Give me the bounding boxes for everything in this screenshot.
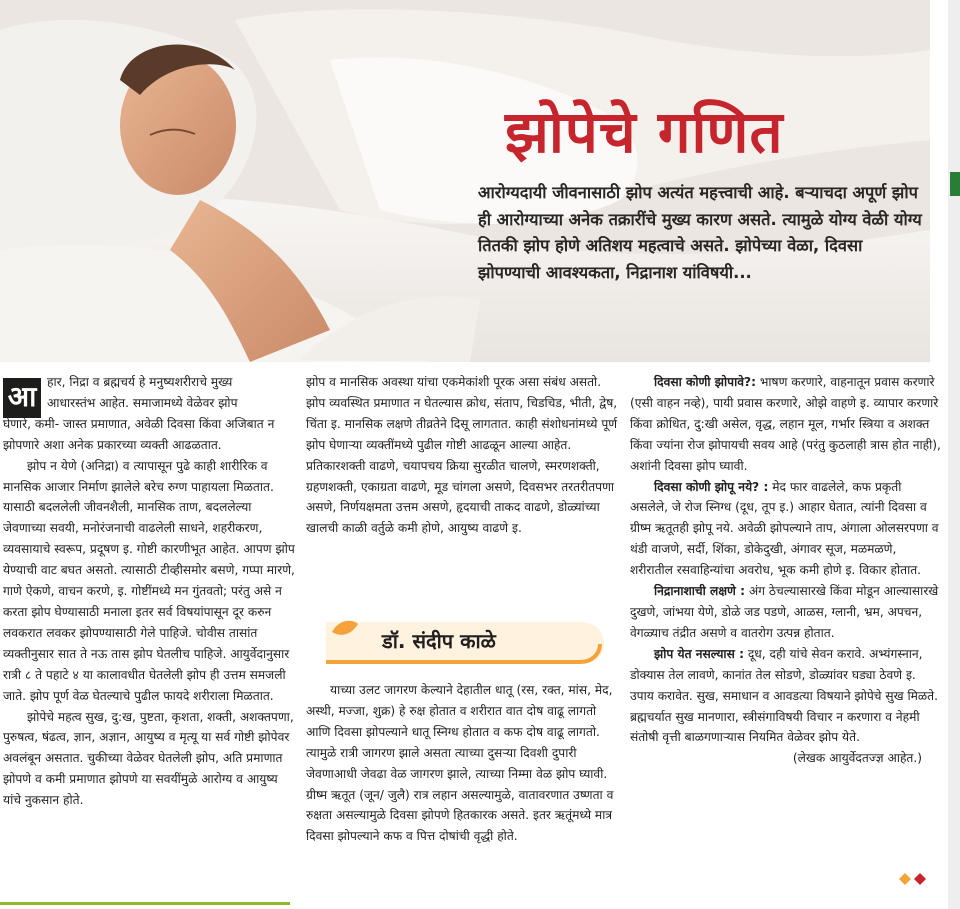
heading-no-sleep: झोप येत नसल्यास : xyxy=(654,646,744,661)
column-2-lower xyxy=(306,680,618,847)
right-edge-marker xyxy=(950,172,960,196)
column-2-paragraph-1: झोप व मानसिक अवस्था यांचा एकमेकांशी पूरक असा संबंध असतो. झोप व्यवस्थित प्रमाणात न घेतल्यास क्रोध, संताप, चिडचिड, भीती, द्वेष, चिंता इ. मानसिक लक्षणे तीव्रतेने दिसू लागतात. काही संशोधनांमध्ये पूर्ण झोप घेणाऱ्या व्यक्तींमध्ये पुढील गोष्टी आढळून आल्या आहेत. प्रतिकारशक्ती वाढणे, चयापचय क्रिया सुरळीत चालणे, स्मरणशक्ती, ग्रहणशक्ती, एकाग्रता वाढणे, मूड चांगला असणे, दिवसभर तरतरीतपणा असणे, निर्णयक्षमता उत्तम असणे, हृदयाची ताकद वाढणे, डोळ्यांच्या खालची काळी वर्तुळे कमी होणे, आयुष्य वाढणे इ. xyxy=(306,375,618,536)
column-3 xyxy=(630,372,942,769)
author-name: डॉ. संदीप काळे xyxy=(382,629,496,653)
text-insomnia-signs: अंग ठेचल्यासारखे किंवा मोडून आल्यासारखे दुखणे, जांभया येणे, डोळे जड पडणे, आळस, ग्लानी, भ्रम, अपचन, वेगळ्याच तंद्रीत असणे व वातरोग उत्पन्न होतात. xyxy=(630,584,939,640)
heading-day-sleep-avoid: दिवसा कोणी झोपू नये? : xyxy=(654,479,769,494)
heading-insomnia-signs: निद्रानाशाची लक्षणे : xyxy=(654,584,745,599)
text-no-sleep: दूध, दही यांचे सेवन करावे. अभ्यंगस्नान, डोक्यास तेल लावणे, कानांत तेल सोडणे, डोळ्यांवर घड्या ठेवणे इ. उपाय करावेत. सुख, समाधान व आवडत्या विषयाने झोपेचे सुख मिळते. ब्रह्मचर्यात सुख मानणारा, स्त्रीसंगाविषयी विचार न करणारा व नेहमी संतोषी वृत्ती बाळगणाऱ्यास नियमित वेळेवर झोप येते. xyxy=(630,646,938,745)
hero-image-area xyxy=(0,0,930,362)
paragraph-1-line-2: आधारस्तंभ आहेत. समाजामध्ये वेळेवर झोप xyxy=(47,395,238,410)
text-day-sleep-who: भाषण करणारे, वाहनातून प्रवास करणारे (एसी वाहन नव्हे), पायी प्रवास करणारे, ओझे वाहणे इ. व्यापार करणारे किंवा क्रोधित, दु:खी असेल, वृद्ध, लहान मूल, गर्भार स्त्रिया व अशक्त किंवा ज्यांना रोज झोपायची सवय आहे (परंतु कुठलाही त्रास होत नाही), अशांनी दिवसा झोप घ्यावी. xyxy=(630,375,941,473)
paragraph-1-rest: घेणारे, कमी- जास्त प्रमाणात, अवेळी दिवसा किंवा अजिबात न झोपणारे अशा अनेक प्रकारच्या व्यक्ती आढळतात. xyxy=(3,416,275,452)
paragraph-1-line-1: हार, निद्रा व ब्रह्मचर्य हे मनुष्यशरीराचे मुख्य xyxy=(47,375,233,389)
end-diamond-icons xyxy=(898,872,930,886)
section-no-sleep xyxy=(630,644,942,749)
author-banner xyxy=(322,614,606,666)
section-insomnia-signs xyxy=(630,581,942,644)
heading-day-sleep-who: दिवसा कोणी झोपावे?: xyxy=(654,375,756,389)
section-day-sleep-who xyxy=(630,372,942,477)
drop-cap: आ xyxy=(3,378,41,418)
paragraph-2: झोप न येणे (अनिद्रा) व त्यापासून पुढे काही शारीरिक व मानसिक आजार निर्माण झालेले बरेच रुग्ण पाहायला मिळतात. यासाठी बदललेली जीवनशैली, मानसिक ताण, बदललेल्या जेवणाच्या सवयी, मनोरंजनाची वाढलेली साधने, शहरीकरण, व्यवसायाचे स्वरूप, प्रदूषण इ. गोष्टी कारणीभूत आहेत. आपण झोप येण्याची वाट बघत असतो. त्यासाठी टीव्हीसमोर बसणे, गप्पा मारणे, गाणे ऐकणे, वाचन करणे, इ. गोष्टींमध्ये मन गुंतवतो; परंतु असे न करता झोप घेण्यासाठी मनाला इतर सर्व विषयांपासून दूर करुन लवकरात लवकर झोपण्यासाठी गेले पाहिजे. चोवीस तासांत व्यक्तीनुसार सात ते नऊ तास झोप घेतलीच पाहिजे. आयुर्वेदानुसार रात्री ८ ते पहाटे ४ या कालावधीत घेतलेली झोप ही उत्तम समजली जाते. झोप पूर्ण वेळ घेतल्याचे पुढील फायदे शरीराला मिळतात. xyxy=(3,458,295,703)
article-title: झोपेचे गणित xyxy=(505,98,784,166)
author-credit: (लेखक आयुर्वेदतज्ज्ञ आहेत.) xyxy=(792,751,922,766)
article-intro: आरोग्यदायी जीवनासाठी झोप अत्यंत महत्त्वाची आहे. बऱ्याचदा अपूर्ण झोप ही आरोग्याच्या अनेक तक्रारींचे मुख्य कारण असते. त्यामुळे योग्य वेळी योग्य तितकी झोप होणे अतिशय महत्वाचे असते. झोपेच्या वेळा, दिवसा झोपण्याची आवश्यकता, निद्रानाश यांविषयी... xyxy=(478,183,922,282)
column-2 xyxy=(306,372,618,539)
column-1 xyxy=(3,372,298,811)
text-day-sleep-avoid: मेद फार वाढलेले, कफ प्रकृती असलेले, जे रोज स्निग्ध (दूध, तूप इ.) आहार घेतात, त्यांनी दिवसा व ग्रीष्म ऋतूतही झोपू नये. अवेळी झोपल्याने ताप, अंगाला ओलसरपणा व थंडी वाजणे, सर्दी, शिंका, डोकेदुखी, अंगावर सूज, मळमळणे, शरीरातील रसवाहिन्यांचा अवरोध, भूक कमी होणे इ. विकार होतात. xyxy=(630,479,939,578)
section-day-sleep-avoid xyxy=(630,477,942,582)
paragraph-3: झोपेचे महत्व सुख, दु:ख, पुष्टता, कृशता, शक्ती, अशक्तपणा, पुरुषत्व, षंढत्व, ज्ञान, अज्ञान, आयुष्य व मृत्यू या सर्व गोष्टी झोपेवर अवलंबून असतात. चुकीच्या वेळेवर घेतलेली झोप, अति प्रमाणात झोपणे व कमी प्रमाणात झोपणे या सवयींमुळे आरोग्य व आयुष्य यांचे नुकसान होते. xyxy=(3,709,294,808)
bottom-rule xyxy=(0,902,290,905)
diamond-icon xyxy=(899,873,911,885)
right-edge-bar xyxy=(948,0,960,909)
column-2-paragraph-2: याच्या उलट जागरण केल्याने देहातील धातू (रस, रक्त, मांस, मेद, अस्थी, मज्जा, शुक्र) हे रुक्ष होतात व शरीरात वात दोष वाढू लागतो आणि दिवसा झोपल्याने धातू स्निग्ध होतात व कफ दोष वाढू लागतो. त्यामुळे रात्री जागरण झाले असता त्याच्या दुसऱ्या दिवशी दुपारी जेवणाआधी जेवढा वेळ जागरण झाले, त्याच्या निम्मा वेळ झोप घ्यावी. ग्रीष्म ऋतूत (जून/ जुलै) रात्र लहान असल्यामुळे, वातावरणात उष्णता व रुक्षता असल्यामुळे दिवसा झोपणे हितकारक असते. इतर ऋतूंमध्ये मात्र दिवसा झोपल्याने कफ व पित्त दोषांची वृद्धी होते. xyxy=(306,683,614,844)
diamond-icon xyxy=(914,873,926,885)
